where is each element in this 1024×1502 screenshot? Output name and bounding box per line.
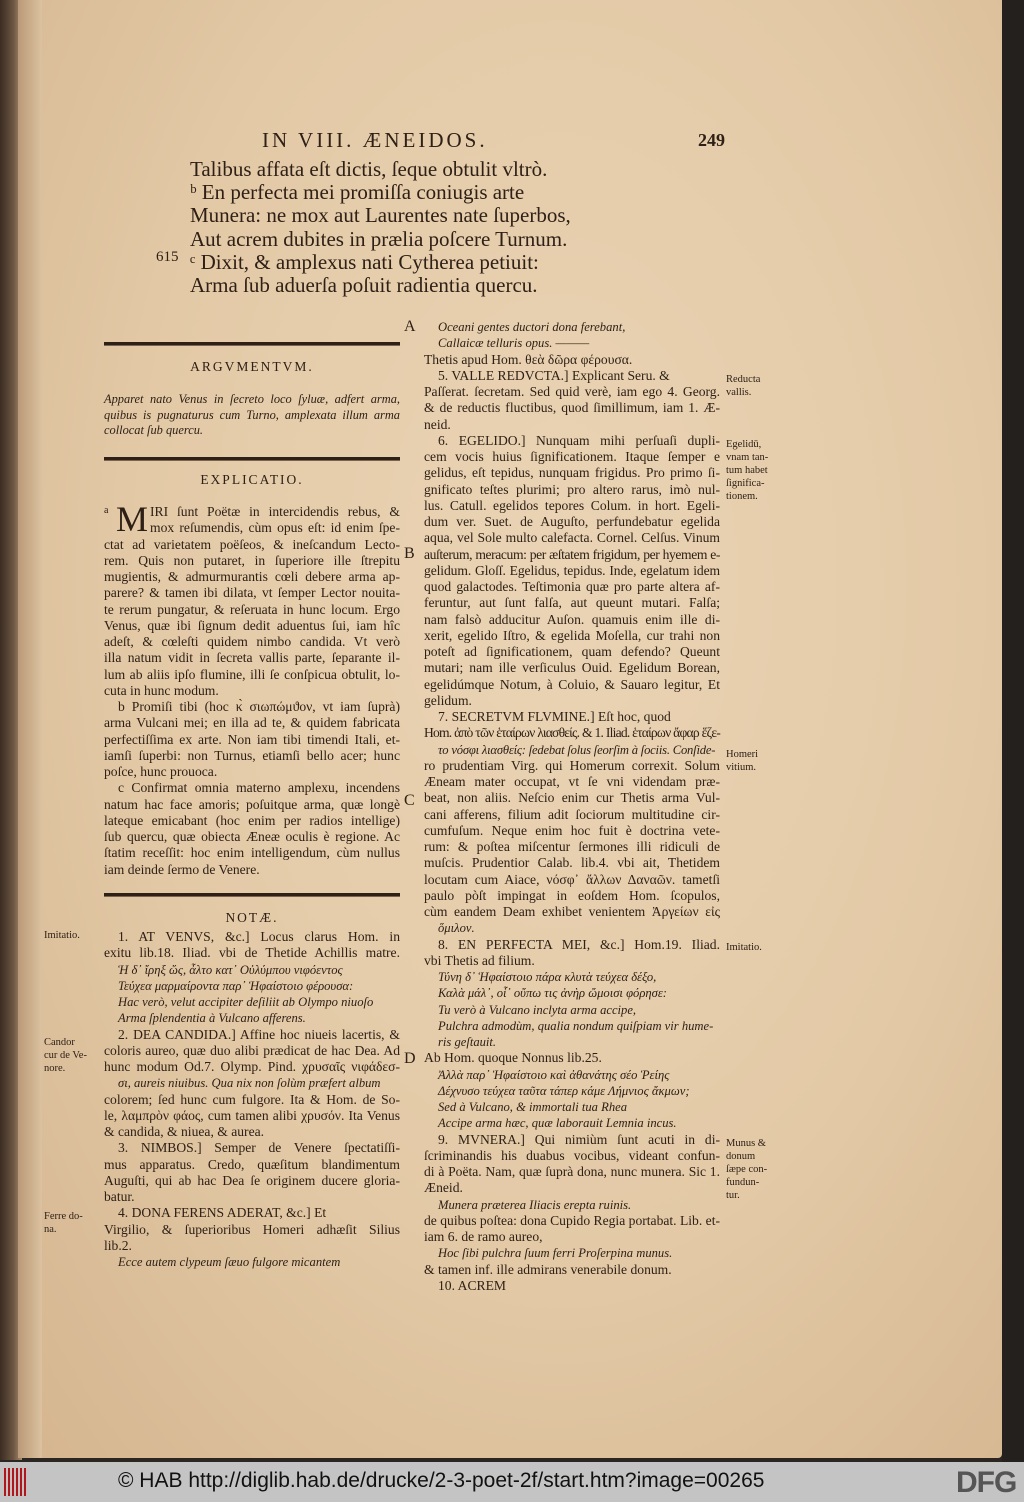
text-line: le, λαμπρὸν φάος, cum tamen alibi χρυσόν. Ita Venus	[104, 1107, 400, 1123]
text-line: locutam cum Aiace, νόσφ᾽ ἄλλων Δαναῶν. tametſi	[424, 871, 720, 887]
text-line: Thetis apud Hom. θεὰ δῶρα φέρουσα.	[424, 351, 633, 367]
margin-note-candor	[44, 1036, 87, 1075]
margin-note-imitatio-right: Imitatio.	[726, 942, 762, 953]
text-line: mus apparatus. Credo, quæſitum blandimentum	[104, 1156, 400, 1172]
text-line: egelidúmque Notum, à Coluio, & Sauaro legitur, Et	[424, 676, 720, 692]
text-line: parere? & tamen ibi dilata, vt ſemper Lector nouita-	[104, 585, 400, 601]
text-line: Paſſerat. ſecretam. Sed quid verè, iam ego 4. Georg.	[424, 384, 720, 399]
text-line: rum: & poſtea miſcentur ſermones illi ridiculi de	[424, 839, 720, 854]
text-line: nore.	[44, 1063, 66, 1074]
text-line: Callaicæ telluris opus. ———	[438, 336, 590, 351]
text-line: na.	[44, 1224, 57, 1235]
verse-block	[190, 158, 630, 297]
text-line: & de reductis fluctibus, quod ſimillimum, iam 1. Æ-	[424, 400, 720, 416]
footer-bar	[0, 1462, 1024, 1502]
text-line: Ἀλλὰ παρ᾽ Ἡφαίστοιο καὶ ἀθανάτης σέο Ῥείης	[438, 1067, 670, 1082]
text-line: Ecce autem clypeum ſæuo fulgore micantem	[118, 1255, 341, 1269]
text-line: quibus is pugnaturus cum Turno, amplexata illum arma	[104, 407, 400, 422]
text-line: Ἡ δ᾽ ἴρηξ ὥς, ἆλτο κατ᾽ Οὐλύμπου νιφόεντος	[118, 962, 343, 977]
text-line: adeſt, & cœleſti quidem nimbo candida. Vt verò	[104, 634, 400, 649]
text-line: nam falsò adducitur Auſon. quamuis enim ille di-	[424, 611, 720, 627]
text-line: 3. NIMBOS.] Semper de Venere ſpectatiſſi-	[118, 1140, 400, 1156]
text-line: Munus &	[726, 1138, 766, 1149]
text-line: cur de Ve-	[44, 1050, 87, 1061]
divider	[104, 893, 400, 897]
text-line: cani afferens, filium adit ſociorum multitudine cir-	[424, 806, 720, 822]
margin-note-imitatio: Imitatio.	[44, 930, 80, 941]
text-line: di à Poëta. Nam, quæ ſuprà dona, nunc munera. Sic 1.	[424, 1164, 720, 1179]
argumentum-text	[104, 392, 400, 439]
text-line: σι, aureis niuibus. Qua nix non ſolùm præfert album	[118, 1076, 381, 1091]
text-line: ſcriminandis his duabus vocibus, videant confun-	[424, 1147, 720, 1163]
text-line: & tamen inf. ille admirans venerabile donum.	[424, 1261, 672, 1277]
text-line: tum habet	[726, 465, 768, 476]
text-line: ᶜ Dixit, & amplexus nati Cytherea petiuit:	[190, 249, 539, 274]
text-line: lateque emicabant (hoc enim per radios intellige)	[104, 812, 400, 828]
text-line: auſterum, meracum: per æſtatem frigidum, per hyemem e-	[424, 546, 720, 562]
text-line: colorem; ſed hunc cum fulgore. Ita & Hom. de So-	[104, 1091, 400, 1107]
text-line: feruntur, aut ſunt falſa, aut queunt mutari. Falſa;	[424, 595, 720, 611]
text-line: 4. DONA FERENS ADERAT, &c.] Et	[118, 1205, 327, 1221]
gutter-letter-d: D	[404, 1050, 416, 1067]
text-line: Homeri	[726, 749, 759, 760]
text-line: 1. AT VENVS, &c.] Locus clarus Hom. in	[118, 929, 400, 944]
text-line: Æneid.	[424, 1180, 463, 1196]
text-line: ſæpe con-	[726, 1164, 768, 1175]
text-line: tur.	[726, 1190, 740, 1201]
text-line: lib.2.	[104, 1237, 132, 1253]
text-line: ſignifica-	[726, 478, 765, 489]
text-line: ris geſtauit.	[438, 1035, 497, 1049]
margin-note-homeri	[726, 748, 758, 774]
text-line: gelidum. Gloſſ. Egelidus, tepidus. Inde, egelatum idem	[424, 562, 720, 578]
text-line: tionem.	[726, 491, 758, 502]
text-line: cuta in hunc modum.	[104, 682, 219, 698]
page-number: 249	[698, 130, 725, 150]
text-line: Oceani gentes ductori dona ferebant,	[438, 320, 626, 334]
right-column-text	[424, 319, 720, 1294]
notae-title: NOTÆ.	[225, 910, 279, 925]
text-line: iam deinde ſermo de Venere.	[104, 861, 260, 877]
argumentum-title: ARGVMENTVM.	[190, 359, 314, 374]
text-line: Hom. ἀπὸ τῶν ἑταίρων λιασθείς. & 1. Iliad. ἑταίρων ἄφαρ ἕζε-	[424, 725, 720, 741]
text-line: paulo pòſt impingat in eoſdem Hom. ſcopulos,	[424, 887, 720, 903]
divider	[104, 457, 400, 461]
gutter-letter-b: B	[404, 545, 415, 562]
text-line: de quibus poſtea: dona Cupido Regia portabat. Lib. et-	[424, 1212, 720, 1228]
text-line: lus. Catull. egelidos tepores Colum. in hort. Egeli-	[424, 497, 720, 513]
text-line: ſtatim receſſit: hoc enim intelligendum, cùm nullus	[104, 845, 400, 861]
text-line: Munera: ne mox aut Laurentes nate ſuperbos,	[190, 203, 571, 228]
scan-background	[1002, 0, 1024, 1462]
text-line: Munera præterea Iliacis erepta ruinis.	[438, 1197, 632, 1212]
text-line: mox reſumendis, cùm opus eſt: id enim ſpe-	[150, 520, 400, 536]
explicatio-text	[104, 504, 400, 878]
margin-note-munus	[726, 1137, 767, 1202]
text-line: Arma ſplendentia à Vulcano afferens.	[118, 1011, 306, 1026]
text-line: dum ver. Suet. de Auguſto, perfundebatur egelida	[424, 514, 720, 529]
text-line: Æneam mater occupat, vt ſe vni videndam præ-	[424, 774, 720, 789]
text-line: Apparet nato Venus in ſecreto loco ſyluæ, adfert arma,	[104, 392, 400, 406]
gutter-letter-a: A	[404, 318, 416, 335]
text-line: mutari; nam ille verſiculus Ouid. Egelidum Borean,	[424, 660, 720, 676]
text-line: iamſi ſuperbi: non Turnus, etiamſi bello acer; hunc	[104, 747, 400, 763]
dfg-logo: DFG	[956, 1466, 1017, 1499]
text-line: aqua, vel Sole multo calefacta. Cornel. Celſus. Vinum	[424, 530, 720, 546]
text-line: Ab Hom. quoque Nonnus lib.25.	[424, 1050, 602, 1066]
text-line: ὅμιλον.	[438, 921, 475, 936]
text-line: exitu lib.18. Iliad. vbi de Thetide Achillis matre.	[104, 945, 400, 961]
text-line: & candida, & niuea, & aurea.	[104, 1124, 265, 1139]
text-line: rem. Quis non putaret, in ſuperiore ille ſtrepitu	[104, 552, 400, 568]
verse-line-number: 615	[156, 249, 179, 265]
text-line: Aut acrem dubites in prælia poſcere Turnum.	[190, 226, 568, 251]
text-line: poteſt ad ſignificationem, quam defendo? Queunt	[424, 644, 720, 659]
text-line: Auguſti, qui ab hac Dea ſe originem ducere gloria-	[104, 1172, 400, 1188]
gutter-letter-c: C	[404, 792, 415, 809]
text-line: Τεύχεα μαρμαίροντα παρ᾽ Ἡφαίστοιο φέρουσα:	[118, 978, 354, 993]
text-line: neid.	[424, 416, 451, 432]
text-line: ſub quercu, quæ obiecta Æneæ oculis è regione. Ac	[104, 829, 400, 844]
text-line: 5. VALLE REDVCTA.] Explicant Seru. &	[438, 367, 670, 383]
text-line: Egelidū,	[726, 439, 762, 450]
text-line: Tu verò à Vulcano inclyta arma accipe,	[438, 1002, 637, 1017]
text-line: Reducta	[726, 374, 761, 385]
text-line: το νόσφι λιασθείς: ſedebat ſolus ſeorſim à ſociis. Conſide-	[438, 742, 716, 757]
text-line: 10. ACREM	[438, 1277, 506, 1293]
text-line: vbi Thetis ad filium.	[424, 952, 535, 968]
text-line: arma Vulcani mei; en illa ad te, & quidem fabricata	[104, 715, 400, 731]
text-line: natum hac face amoris; poſuitque arma, quæ longè	[104, 796, 400, 812]
text-line: poſce, hunc prouoca.	[104, 764, 218, 779]
text-line: quod galactodes. Teſtimonia quæ pro parte altera af-	[424, 579, 720, 594]
text-line: Arma ſub aduerſa poſuit radientia quercu.	[190, 273, 538, 298]
text-line: gnificato teſtes plurimi; pro altero rarus, imò nul-	[424, 481, 720, 497]
text-line: Καλὰ μάλ᾽, οἷ᾽ οὔπω τις ἀνὴρ ὤμοισι φόρησε:	[438, 986, 667, 1001]
text-line: cùm eandem Deam exhibet venientem Ἀργείων εἰς	[424, 904, 720, 919]
text-line: donum	[726, 1151, 756, 1162]
text-line: Pulchra admodùm, qualia nondum quiſpiam vir hume-	[438, 1018, 714, 1033]
text-line: ro prudentiam Virg. qui Homerum correxit. Solum	[424, 757, 720, 773]
text-line: batur.	[104, 1189, 135, 1204]
text-line: 2. DEA CANDIDA.] Affine hoc niueis lacertis, &	[118, 1026, 400, 1042]
text-line: vallis.	[726, 387, 752, 398]
text-line: fundun-	[726, 1177, 760, 1188]
text-line: Sed à Vulcano, & immortali tua Rhea	[438, 1100, 627, 1114]
text-line: b Promiſi tibi (hoc κ̀ σιωπώμϑον, vt iam ſuprà)	[118, 699, 400, 714]
text-line: beat, non aliis. Neſcio enim cur Thetis arma Vul-	[424, 790, 720, 806]
note-marker: a	[104, 505, 109, 516]
text-line: 6. EGELIDO.] Nunquam mihi perſuaſi dupli-	[438, 432, 720, 448]
text-line: gelidus, eſt tepidus, nunquam frigidus. Pro primo ſi-	[424, 465, 720, 481]
notae-text	[104, 929, 400, 1270]
text-line: gelidum.	[424, 692, 472, 708]
text-line: vnam tan-	[726, 452, 769, 463]
text-line: cem vocis huius ſignificationem. Itaque ſemper e	[424, 449, 720, 464]
text-line: hunc modum Od.7. Olymp. Pind. χρυσαῖς νιφάδεσ-	[104, 1059, 400, 1074]
text-line: iam 6. de ramo aureo,	[424, 1229, 543, 1244]
text-line: ctat ad varietatem poëſeos, & ineſcandum Lecto-	[104, 536, 400, 552]
text-line: Δέχνυσο τεύχεα ταῦτα τάπερ κάμε Λήμνιος ἄκμων;	[438, 1083, 690, 1098]
margin-note-ferre-dona	[44, 1210, 83, 1236]
text-line: Virgilio, & ſuperioribus Homeri adhæſit Silius	[104, 1221, 400, 1237]
text-line: 9. MVNERA.] Qui nimiùm ſunt acuti in di-	[438, 1131, 720, 1147]
text-line: vitium.	[726, 762, 757, 773]
running-title: IN VIII. ÆNEIDOS.	[262, 128, 488, 152]
drop-cap: M	[116, 499, 149, 539]
text-line: perfectiſſima ex arte. Non iam tibi timendi Itali, et-	[104, 731, 400, 747]
text-line: collocat ſub quercu.	[104, 423, 203, 438]
margin-note-reducta	[726, 373, 760, 399]
text-line: Hac verò, velut accipiter deſiliit ab Olympo niuoſo	[118, 995, 374, 1009]
page-edge	[18, 0, 42, 1458]
text-line: 7. SECRETVM FLVMINE.] Eſt hoc, quod	[438, 709, 671, 724]
text-line: IRI ſunt Poëtæ in intercidendis rebus, &	[150, 504, 400, 519]
text-line: 8. EN PERFECTA MEI, &c.] Hom.19. Iliad.	[438, 936, 720, 952]
text-line: te rerum pungatur, & reſeruata in hunc locum. Ergo	[104, 601, 400, 617]
explicatio-title: EXPLICATIO.	[200, 472, 304, 487]
text-line: Ferre do-	[44, 1211, 83, 1222]
text-line: Candor	[44, 1037, 75, 1048]
text-line: Accipe arma hæc, quæ laborauit Lemnia incus.	[438, 1116, 677, 1131]
text-line: Venus, quæ ibi ſignum dedit aduentus ſui, iam hîc	[104, 617, 400, 633]
text-line: Hoc ſibi pulchra ſuum ferri Proſerpina munus.	[438, 1246, 673, 1261]
text-line: ᵇ En perfecta mei promiſſa coniugis arte	[190, 180, 525, 205]
divider	[104, 342, 400, 346]
text-line: lum ab aliis ipſo flumine, illi ſe conſpicua obtulit, lo-	[104, 666, 400, 682]
text-line: xerit, egelido Iſtro, & egelida Moſella, cur trahi non	[424, 627, 720, 643]
text-line: c Confirmat omnia materno amplexu, incendens	[118, 780, 400, 796]
text-line: Τύνη δ᾽ Ἡφαίστοιο πάρα κλυτὰ τεύχεα δέξο,	[438, 970, 657, 984]
hab-logo-icon	[4, 1468, 26, 1496]
text-line: muſcis. Prudentior Calab. lib.4. vbi ait, Thetidem	[424, 855, 720, 871]
margin-note-egelidum	[726, 438, 768, 503]
text-line: illa natum vidit in ſecreta vallis parte, ſeparante il-	[104, 650, 400, 666]
text-line: cumfuſum. Neque enim hoc fuit è doctrina vete-	[424, 822, 720, 838]
text-line: mugientis, & admurmurantis cœli debere arma ap-	[104, 569, 400, 584]
text-line: coloris aureo, quæ duo alibi prædicat de hac Dea. Ad	[104, 1042, 400, 1058]
source-url[interactable]: © HAB http://diglib.hab.de/drucke/2-3-poet-2f/start.htm?image=00265	[118, 1469, 765, 1492]
text-line: Talibus affata eſt dictis, ſeque obtulit vltrò.	[190, 157, 548, 181]
